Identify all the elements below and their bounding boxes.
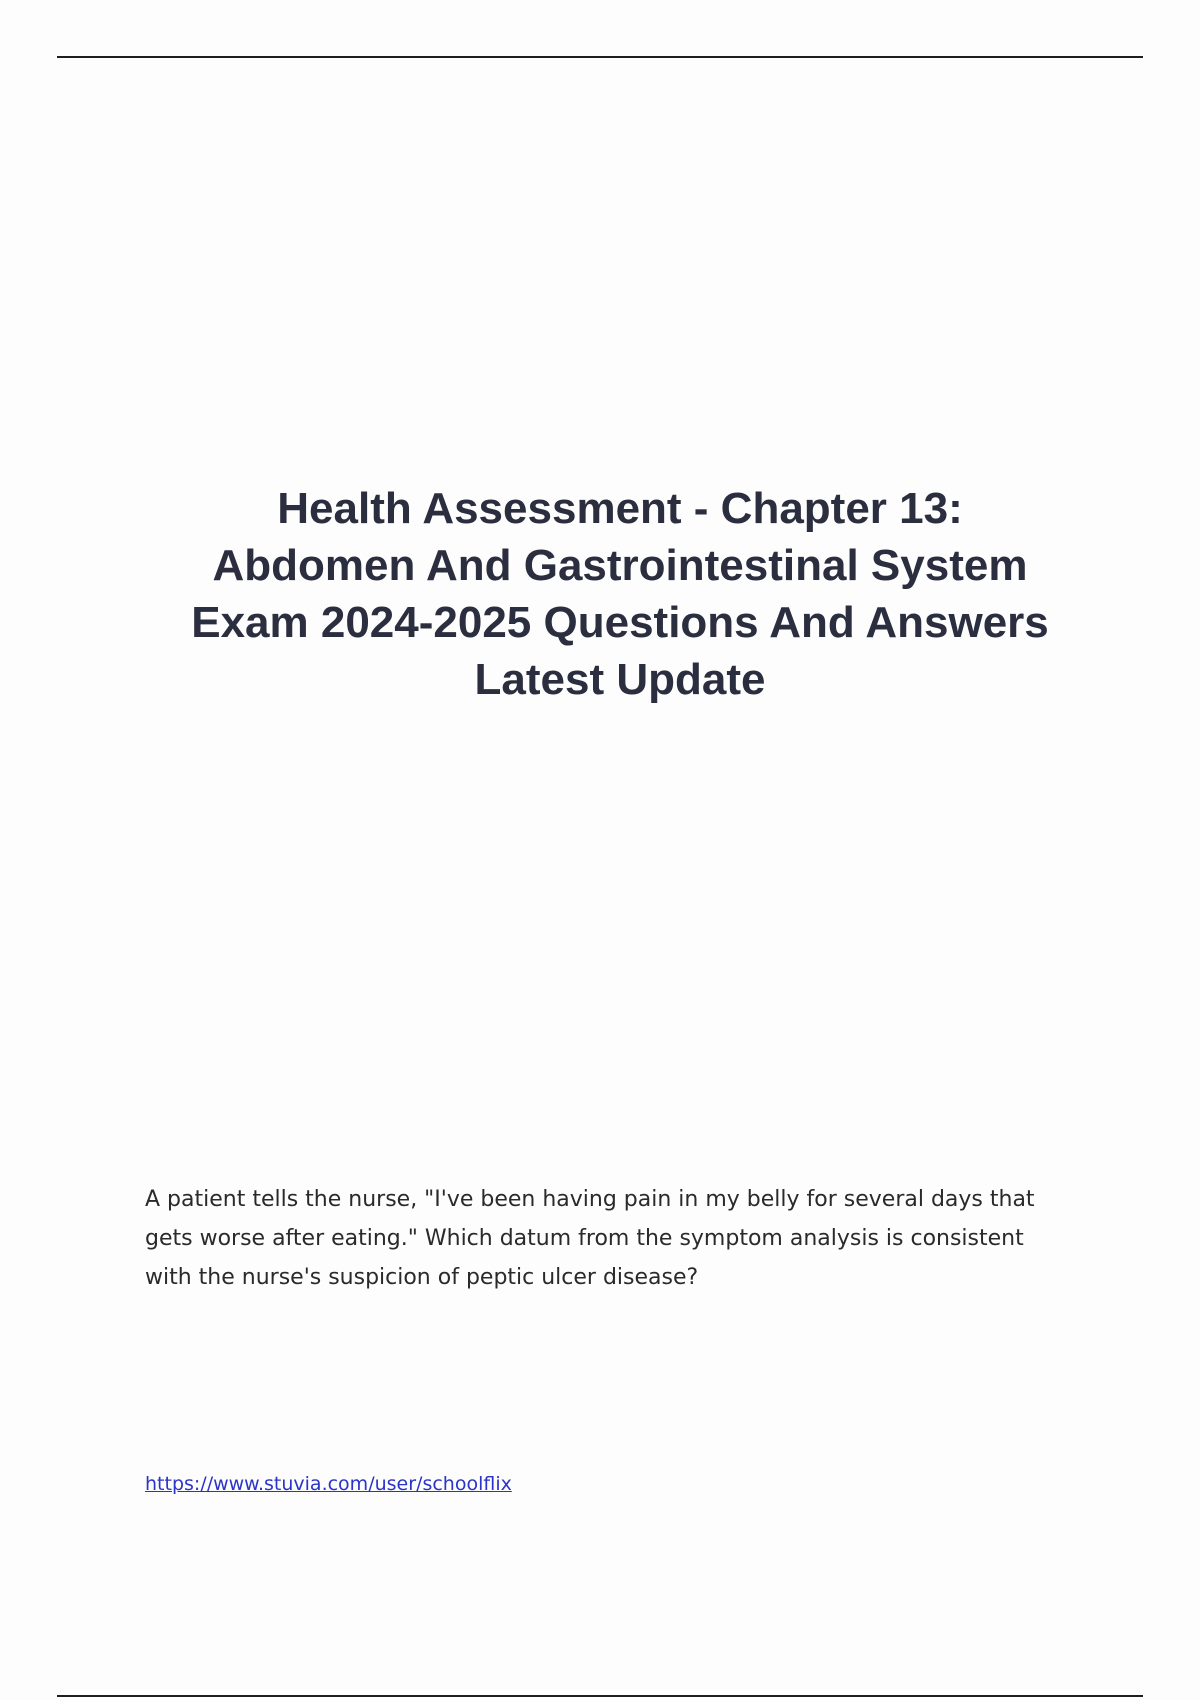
bottom-rule [57,1695,1143,1697]
title-line: Exam 2024-2025 Questions And Answers [191,598,1049,647]
question-line: A patient tells the nurse, "I've been having pain in my belly for several days that [145,1187,1035,1212]
document-title [130,480,1110,708]
top-rule [57,56,1143,58]
question-line: gets worse after eating." Which datum from the symptom analysis is consistent [145,1226,1024,1251]
source-link[interactable]: https://www.stuvia.com/user/schoolflix [145,1473,512,1495]
title-line: Health Assessment - Chapter 13: [277,484,963,533]
title-line: Abdomen And Gastrointestinal System [212,541,1028,590]
title-line: Latest Update [474,655,766,704]
question-text [145,1180,1085,1297]
question-line: with the nurse's suspicion of peptic ulcer disease? [145,1265,699,1290]
